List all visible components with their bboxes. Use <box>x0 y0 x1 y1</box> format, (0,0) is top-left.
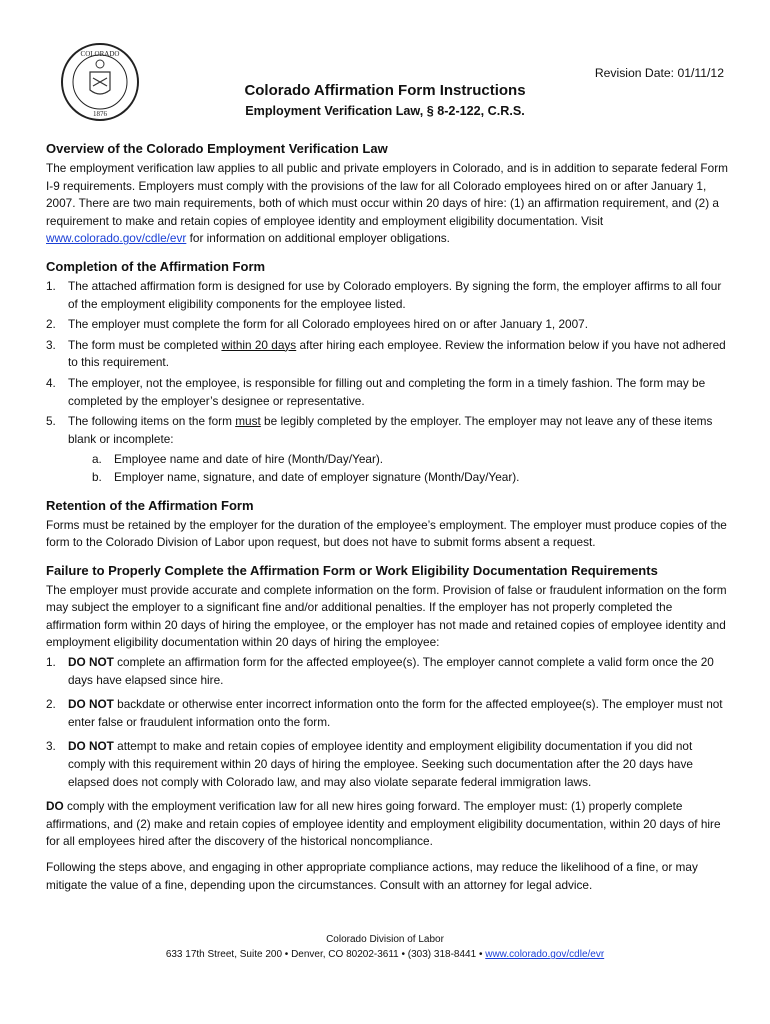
svg-text:1876: 1876 <box>93 110 107 118</box>
list-item: 4. The employer, not the employee, is responsible for filling out and completing the form in a timely fashion. The form may be completed by the employer’s designee or representative. <box>46 375 706 408</box>
section-heading: Overview of the Colorado Employment Verification Law <box>46 141 388 156</box>
completion-section <box>46 258 728 487</box>
footer <box>0 932 770 962</box>
evr-link[interactable]: www.colorado.gov/cdle/evr <box>46 231 187 246</box>
footer-address: 633 17th Street, Suite 200 • Denver, CO 80202-3611 • (303) 318-8441 • www.colorado.gov/cdle/evr <box>165 949 605 960</box>
page-subtitle: Employment Verification Law, § 8-2-122, C.R.S. <box>245 104 525 118</box>
svg-text:COLORADO: COLORADO <box>80 50 120 58</box>
paragraph-text: DO comply with the employment verification law for all new hires going forward. The employer must: (1) properly complete affirmations, and (2) make and retain copies of employee identity and employment eligibility documentation, within 20 days of hire for all employees hired after the discovery of the historical noncompliance. <box>46 799 721 849</box>
list-item: 2. The employer must complete the form for all Colorado employees hired on or after January 1, 2007. <box>46 317 588 332</box>
sub-list-item: b. Employer name, signature, and date of employer signature (Month/Day/Year). <box>92 469 520 484</box>
list-item: 3. The form must be completed within 20 days after hiring each employee. Review the information below if you have not adhered to this requirement. <box>46 337 726 370</box>
footer-org: Colorado Division of Labor <box>326 934 444 945</box>
paragraph-text: Forms must be retained by the employer for the duration of the employee’s employment. The employer must produce copies of the form to the Colorado Division of Labor upon request, but does not have to submit forms absent a request. <box>46 517 727 550</box>
list-item: 5. The following items on the form must be legibly completed by the employer. The employer may not leave any of these items blank or incomplete: <box>46 414 713 446</box>
overview-section <box>46 140 728 248</box>
paragraph-text: Following the steps above, and engaging in other appropriate compliance actions, may reduce the likelihood of a fine, or may mitigate the value of a fine, depending upon the circumstances. Consult with an attorney for legal advice. <box>46 860 698 892</box>
retention-section <box>46 497 728 552</box>
footer-link[interactable]: www.colorado.gov/cdle/evr <box>485 949 605 960</box>
sub-list-item: a. Employee name and date of hire (Month/Day/Year). <box>92 452 384 467</box>
document-body <box>46 140 728 902</box>
paragraph-text: The employer must provide accurate and complete information on the form. Provision of false or fraudulent information on the form may subject the employer to a significant fine and/or additional penalties. If the employer has not properly completed the affirmation form within 20 days of hiring the employee, or the employer has not made and retained copies of employee identity and employment eligibility documentation within 20 days of hiring the employee: <box>46 582 727 650</box>
section-heading: Failure to Properly Complete the Affirmation Form or Work Eligibility Documentation Requirements <box>46 562 658 578</box>
paragraph-text: The employment verification law applies to all public and private employers in Colorado, and is in addition to separate federal Form I-9 requirements. Employers must comply with the provisions of the law for all Colorado employees hired on or after January 1, 2007. There are two main requirements, both of which must occur within 20 days of hire: (1) an affirmation requirement, and (2) a requirement to make and retain copies of employee identity and employment eligibility documentation. Visit <box>46 161 728 228</box>
list-item: 3. DO NOT attempt to make and retain copies of employee identity and employment eligibility documentation if you did not comply with this requirement within 20 days of hiring the employee. Seeking such documentation after the 20 days have elapsed does not comply with Colorado law, and may also violate separate federal immigration laws. <box>46 739 693 789</box>
page-title: Colorado Affirmation Form Instructions <box>244 82 526 99</box>
section-heading: Retention of the Affirmation Form <box>46 497 254 513</box>
list-item: 1. The attached affirmation form is designed for use by Colorado employers. By signing the form, the employer affirms to all four of the employment eligibility components for the employee listed. <box>46 278 722 311</box>
failure-section <box>46 562 728 895</box>
revision-date: Revision Date: 01/11/12 <box>594 66 724 80</box>
section-heading: Completion of the Affirmation Form <box>46 258 266 274</box>
paragraph-text: for information on additional employer obligations. <box>186 231 450 246</box>
list-item: 1. DO NOT complete an affirmation form for the affected employee(s). The employer cannot complete a valid form once the 20 days have elapsed since hire. <box>46 655 714 687</box>
list-item: 2. DO NOT backdate or otherwise enter incorrect information onto the form for the affected employee(s). The employer must not enter false or fraudulent information onto the form. <box>46 697 723 729</box>
